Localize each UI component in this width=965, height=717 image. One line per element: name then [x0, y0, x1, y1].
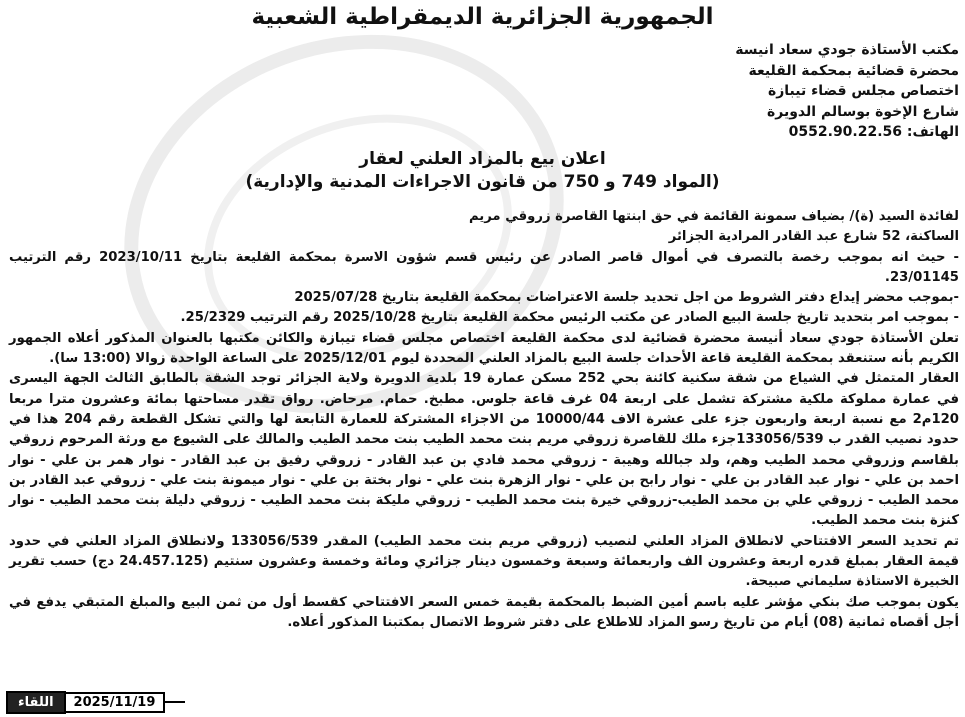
office-name: مكتب الأستاذة جودي سعاد انيسة: [735, 42, 959, 58]
phone-number: 0552.90.22.56: [788, 124, 903, 140]
footer-bar: [6, 691, 185, 713]
paragraph-price: تم تحديد السعر الافتتاحي لانطلاق المزاد العلني لنصيب (زروقي مريم بنت محمد الطيب) المقدر 133056/539 ولانطلاق المزاد العلني في حدود قيمة العقار بمبلغ قدره اربعة وعشرون الف واربعمائة وسبعة وخمسون دينار جزائري ومائة وخمسة وعشرون سنتيم (24.457.125 دج) حسب تقرير الخبيرة الاستاذة سليماني صبيحة.: [9, 533, 960, 590]
office-jurisdiction: اختصاص مجلس قضاء تيبازة: [767, 83, 959, 99]
phone-label: الهاتف:: [906, 124, 959, 140]
paragraph-order: - بموجب امر بتحديد تاريخ جلسة البيع الصادر عن مكتب الرئيس محكمة القليعة بتاريخ 2025/10/28 رقم الترتيب 25/2329.: [180, 310, 959, 326]
office-phone-row: [659, 122, 959, 143]
headline-title: اعلان بيع بالمزاد العلني لعقار: [359, 149, 606, 169]
paragraph-property: العقار المتمثل في الشياع من شقة سكنية كائنة بحي 252 مسكن عمارة 19 بلدية الدويرة ولاية الجزائر توجد الشقة بالطابق الثالث الجهة اليسرى في عمارة مملوكة ملكية مشتركة تشمل على اربعة 04 غرف قاعة جلوس. مطبخ. حمام. مرحاض. رواق تقدر مساحتها بمائة وعشرون مترا مربعا 120م2 مع نسبة اربعة واربعون جزء على عشرة الاف 10000/44 من الاجزاء المشتركة للعمارة التابعة لها والتي تشكل القطعة رقم 204 هذا في حدود نصيب القدر ب 133056/539جزء ملك للقاصرة زروقي مريم بنت محمد الطيب بنت محمد الطيب والمالك على الشيوع مع ورثة المرحوم زروقي بلقاسم وزروقي محمد الطيب وهم، ولد جبالله وهيبة - زروقي محمد فادي بن عبد القادر - زروقي رفيق بن عبد القادر - نوار همر بن علي - نوار احمد بن علي - نوار عبد القادر بن علي - نوار رابح بن علي - نوار الزهرة بنت علي - نوار بختة بن علي - نوار ميمونة بنت علي - زروقي عبد القادر بن محمد الطيب - زروقي علي بن محمد الطيب-زروقي خيرة بنت محمد الطيب - زروقي مليكة بنت محمد الطيب - زروقي دليلة بنت محمد الطيب - نوار كنزة بنت محمد الطيب.: [9, 371, 960, 529]
paragraph-beneficiary: لفائدة السيد (ة)/ بضياف سمونة القائمة في حق ابنتها القاصرة زروقي مريم: [468, 209, 959, 224]
paragraph-payment: يكون بموجب صك بنكي مؤشر عليه باسم أمين الضبط بالمحكمة بقيمة خمس السعر الافتتاحي كقسط أول من ثمن البيع والمبلغ المتبقي يدفع في أجل أقصاه ثمانية (08) أيام من تاريخ رسو المزاد للاطلاع على دفتر شروط الاتصال بمكتبنا المذكور أعلاه.: [9, 594, 959, 630]
headline-subtitle: (المواد 749 و 750 من قانون الاجراءات المدنية والإدارية): [245, 172, 720, 192]
footer-label: اللقاء: [6, 691, 66, 714]
footer-date: 2025/11/19: [66, 692, 166, 713]
footer-rule: [165, 701, 185, 703]
paragraph-address: الساكنة، 52 شارع عبد القادر المرادية الجزائر: [668, 229, 959, 245]
paragraph-deposit: -بموجب محضر إيداع دفتر الشروط من اجل تحديد جلسة الاعتراضات بمحكمة القليعة بتاريخ 2025/07/28: [294, 290, 959, 306]
paragraph-license: - حيث انه بموجب رخصة بالتصرف في أموال قاصر الصادر عن رئيس قسم شؤون الاسرة بمحكمة القليعة بتاريخ 2023/10/11 رقم الترتيب 23/01145.: [9, 249, 959, 285]
paragraph-notice: تعلن الأستاذة جودي سعاد أنيسة محضرة قضائية لدى محكمة القليعة اختصاص مجلس قضاء تيبازة والكائن مكتبها بالعنوان المذكور أعلاه الجمهور الكريم بأنه ستنعقد بمحكمة القليعة قاعة الأحداث جلسة البيع بالمزاد العلني المحددة ليوم 2025/12/01 على الساعة الواحدة زوالا (13:00 سا).: [9, 330, 959, 367]
announcement-body: [9, 207, 959, 633]
announcement-headline: [0, 148, 965, 194]
office-header: [659, 40, 959, 143]
page-title: الجمهورية الجزائرية الديمقراطية الشعبية: [251, 4, 714, 30]
office-address: شارع الإخوة بوسالم الدويرة: [767, 103, 959, 120]
office-court: محضرة قضائية بمحكمة القليعة: [748, 62, 959, 79]
